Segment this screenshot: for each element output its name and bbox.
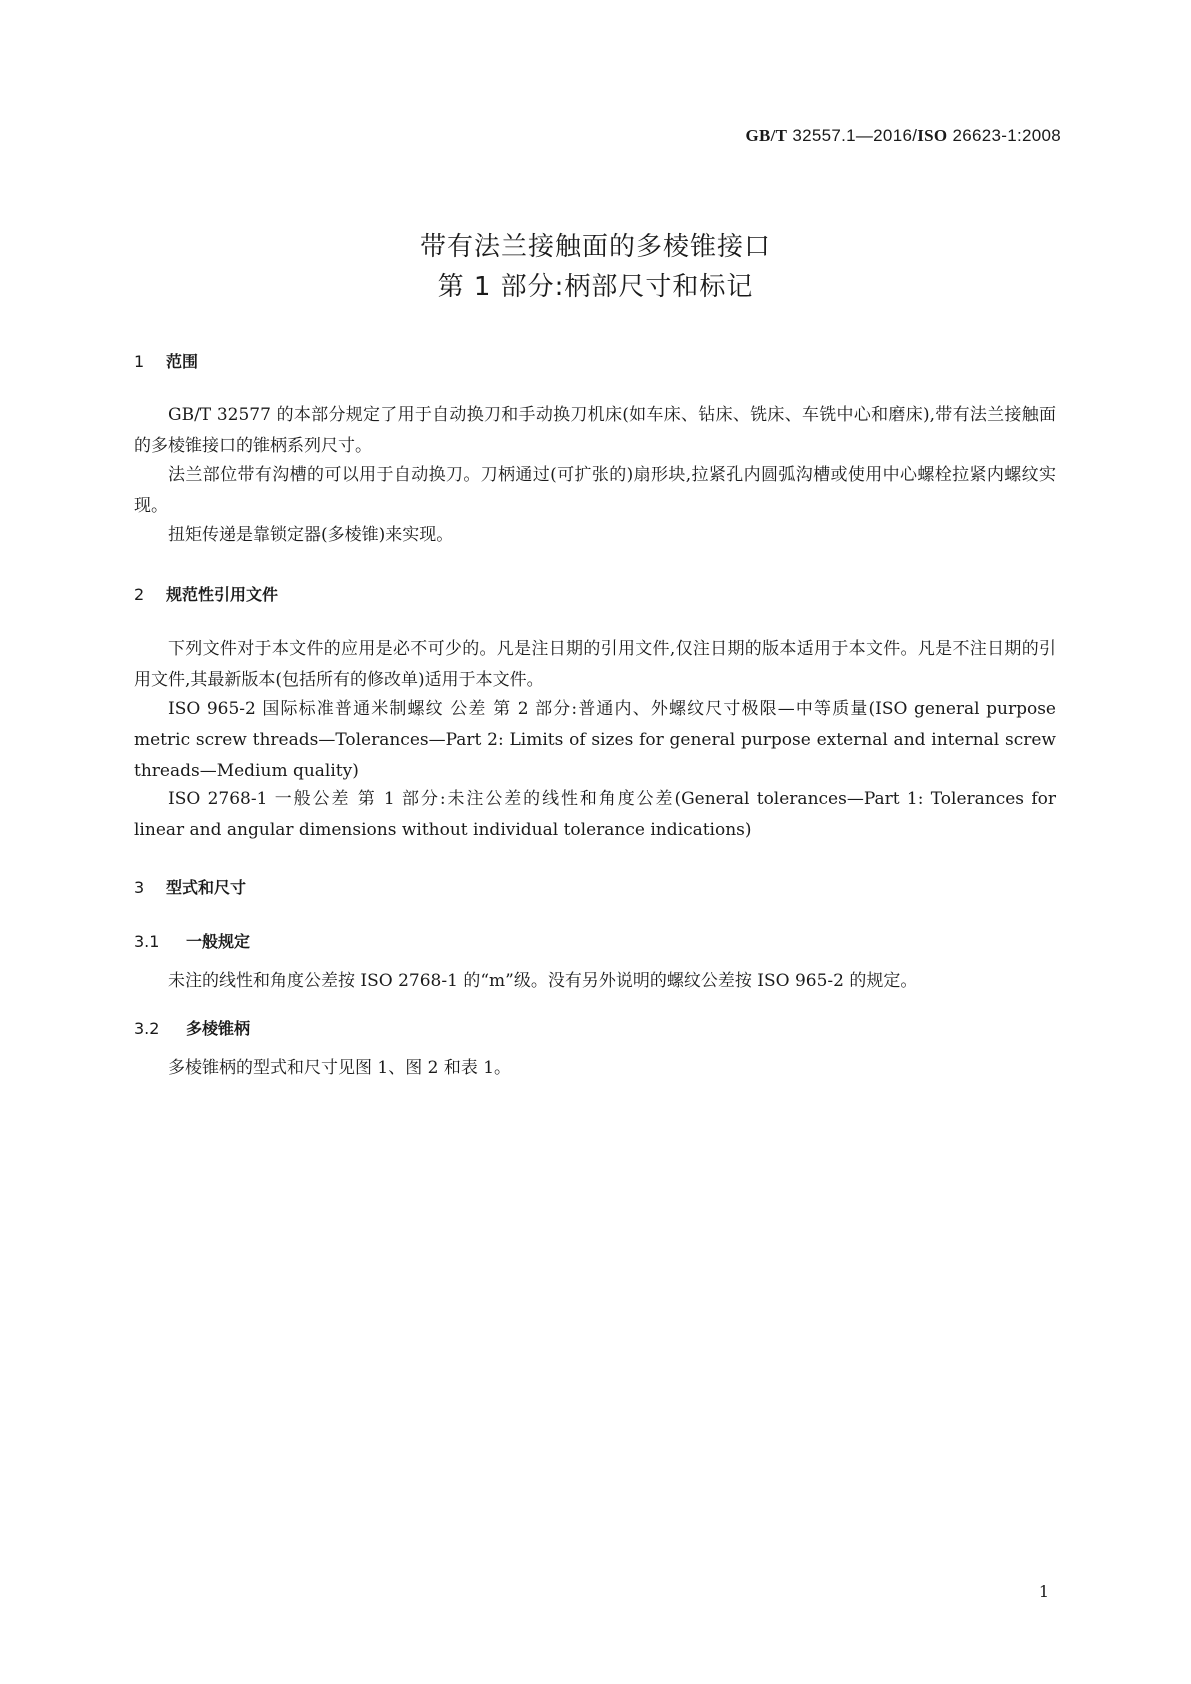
section-number: 3 — [134, 878, 145, 897]
paragraph: GB/T 32577 的本部分规定了用于自动换刀和手动换刀机床(如车床、钻床、铣床、车铣中心和磨床),带有法兰接触面的多棱锥接口的锥柄系列尺寸。 — [134, 405, 1056, 456]
iso-number: 26623-1:2008 — [952, 126, 1061, 145]
iso-prefix: ISO — [917, 126, 948, 145]
standard-prefix: GB/T — [745, 126, 788, 145]
section-number: 3.1 — [134, 932, 160, 951]
section-3-heading — [134, 875, 246, 898]
section-title: 一般规定 — [186, 932, 251, 951]
section-title: 规范性引用文件 — [166, 585, 279, 604]
section-number: 1 — [134, 352, 145, 371]
paragraph: 未注的线性和角度公差按 ISO 2768-1 的“m”级。没有另外说明的螺纹公差按 ISO 965-2 的规定。 — [168, 971, 918, 991]
standard-code — [745, 126, 1061, 146]
paragraph: ISO 2768-1 一般公差 第 1 部分:未注公差的线性和角度公差(General tolerances—Part 1: Tolerances for linear and angular dimensions without individual tolerance indications) — [134, 789, 1056, 840]
title-line-1: 带有法兰接触面的多棱锥接口 — [419, 232, 771, 262]
paragraph: ISO 965-2 国际标准普通米制螺纹 公差 第 2 部分:普通内、外螺纹尺寸极限—中等质量(ISO general purpose metric screw threads—Tolerances—Part 2: Limits of sizes for general purpose external and internal screw threads—Medium quality) — [134, 699, 1056, 781]
section-number: 3.2 — [134, 1019, 160, 1038]
section-2-heading — [134, 582, 278, 605]
section-3-1-heading — [134, 929, 250, 952]
document-title — [0, 227, 1191, 307]
page-number: 1 — [1038, 1582, 1049, 1601]
paragraph: 多棱锥柄的型式和尺寸见图 1、图 2 和表 1。 — [168, 1058, 512, 1078]
section-number: 2 — [134, 585, 145, 604]
paragraph: 扭矩传递是靠锁定器(多棱锥)来实现。 — [168, 525, 454, 545]
paragraph: 法兰部位带有沟槽的可以用于自动换刀。刀柄通过(可扩张的)扇形块,拉紧孔内圆弧沟槽或使用中心螺栓拉紧内螺纹实现。 — [134, 465, 1056, 516]
section-title: 型式和尺寸 — [166, 878, 247, 897]
title-line-2: 第 1 部分:柄部尺寸和标记 — [437, 272, 754, 302]
standard-number: 32557.1—2016/ — [792, 126, 918, 145]
section-1-heading — [134, 349, 198, 372]
paragraph: 下列文件对于本文件的应用是必不可少的。凡是注日期的引用文件,仅注日期的版本适用于本文件。凡是不注日期的引用文件,其最新版本(包括所有的修改单)适用于本文件。 — [134, 639, 1056, 690]
section-3-2-heading — [134, 1016, 250, 1039]
section-title: 多棱锥柄 — [186, 1019, 251, 1038]
section-title: 范围 — [166, 352, 199, 371]
